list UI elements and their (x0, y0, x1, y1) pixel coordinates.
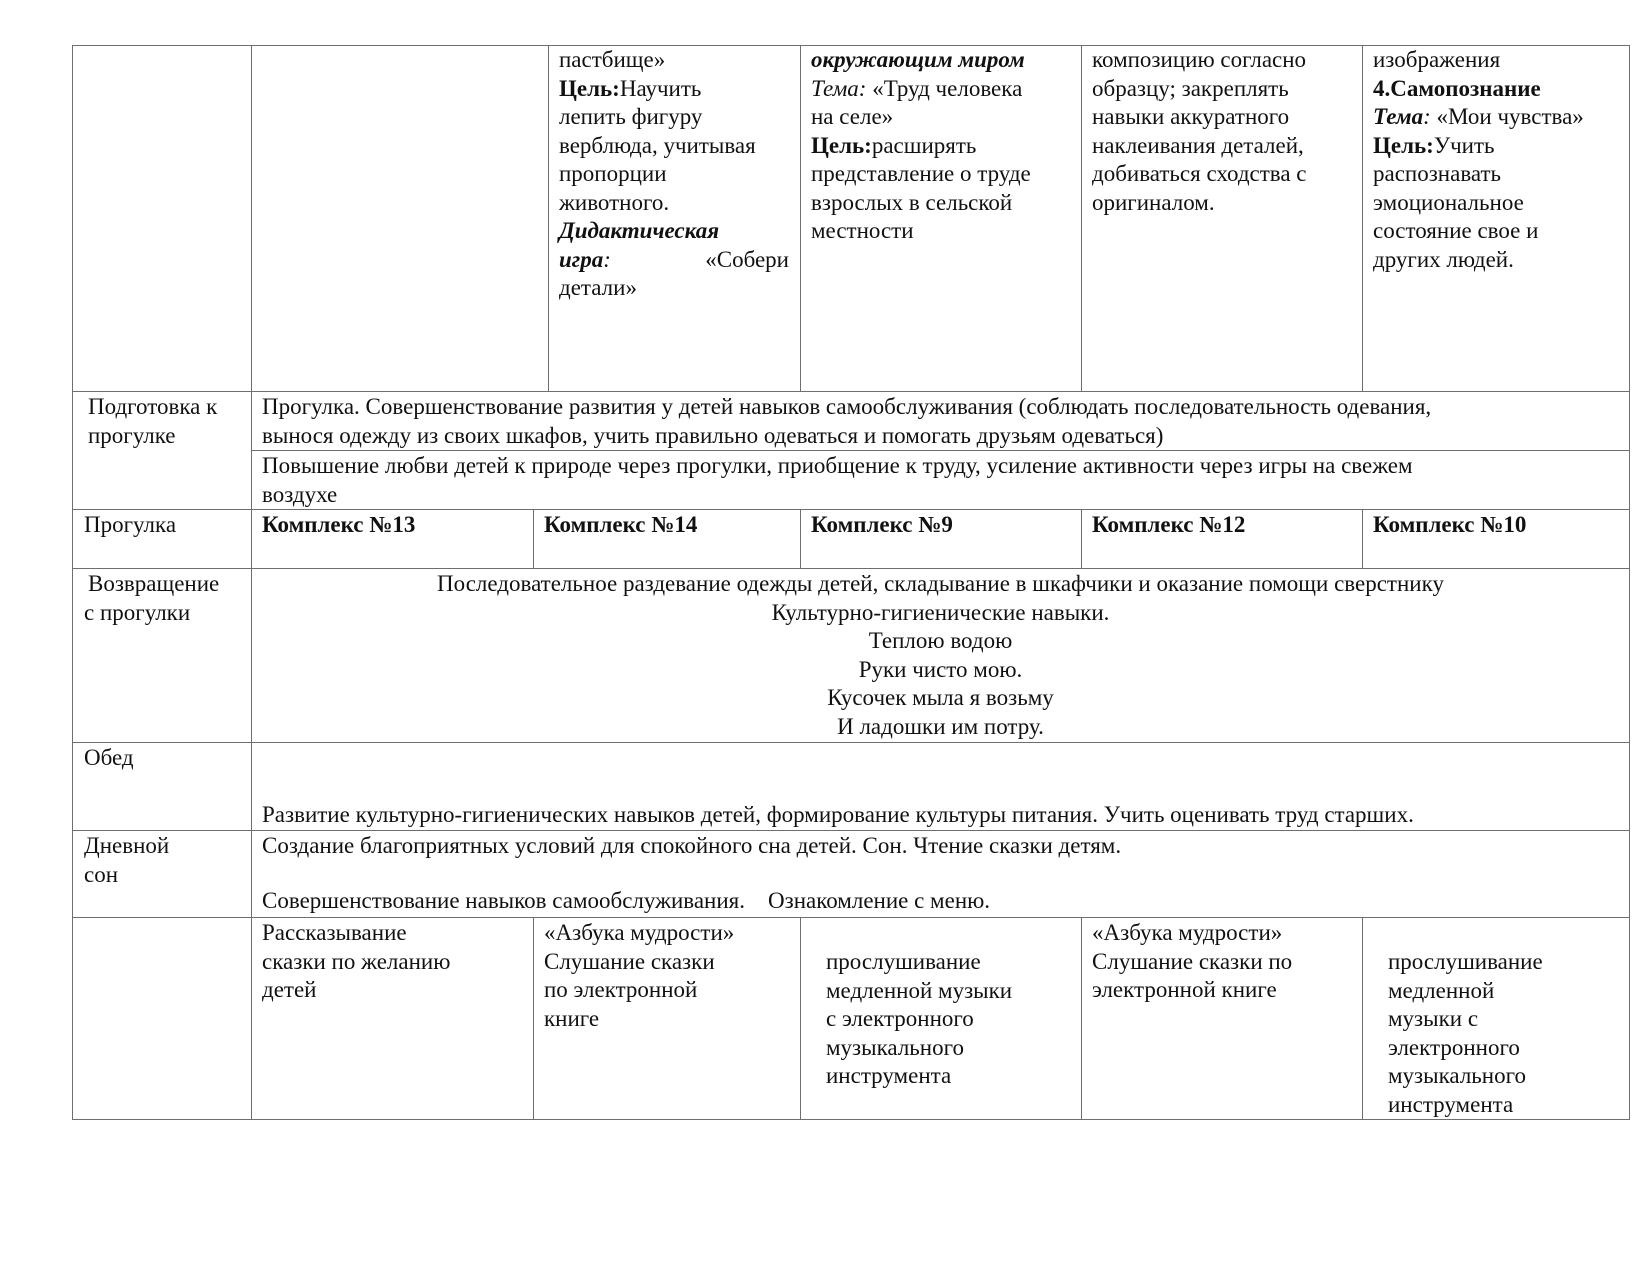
cell-text: детали» (559, 275, 637, 300)
cell-text: состояние свое и (1373, 218, 1539, 243)
cell-text: Повышение любви детей к природе через прогулки, приобщение к труду, усиление активности через игры на свежем (262, 453, 1413, 478)
row-divider (72, 391, 1630, 392)
cell-text: образцу; закреплять (1092, 75, 1289, 101)
cell-heading: 4.Самопознание (1373, 75, 1541, 101)
topic-colon: : (1423, 104, 1431, 129)
table-border-right (1629, 45, 1630, 1120)
cell-text: Слушание сказки по (1092, 948, 1293, 974)
poem-line: Кусочек мыла я возьму (827, 685, 1054, 710)
activity-cell (544, 919, 794, 1033)
cell-text: лепить фигуру (559, 104, 703, 129)
prep-text-cell-2 (262, 452, 1627, 509)
topic-text: «Труд человека (866, 75, 1023, 101)
cell-text: прослушивание (826, 949, 981, 974)
complex-label: Комплекс №14 (544, 512, 698, 537)
row-label: с прогулки (84, 599, 191, 625)
row-divider (72, 509, 1630, 510)
cell-text: Рассказывание (262, 920, 407, 945)
column-divider (1362, 509, 1363, 569)
column-divider (1081, 509, 1082, 569)
activity-cell (826, 948, 1076, 1091)
cell-text: композицию согласно (1092, 47, 1307, 72)
prep-text-cell-1 (262, 393, 1627, 450)
goal-line (1373, 132, 1627, 161)
cell-text: электронного (1388, 1034, 1520, 1060)
cell-text: местности (811, 218, 914, 243)
complex-label: Комплекс №10 (1373, 512, 1527, 537)
cell-text: эмоциональное (1373, 189, 1524, 215)
activity-cell (1092, 919, 1357, 1005)
complex-label: Комплекс №12 (1092, 512, 1246, 537)
poem-line: Руки чисто мою. (858, 656, 1023, 682)
cell-text: с электронного (826, 1006, 974, 1031)
cell-text: Прогулка. Совершенствование развития у детей навыков самообслуживания (соблюдать последовательность одевания, (262, 394, 1432, 419)
table-border-left (72, 45, 73, 1120)
row-label: Прогулка (84, 512, 177, 537)
walk-label-cell (84, 511, 244, 540)
activity-cell (1388, 948, 1626, 1119)
goal-text: расширять (871, 132, 977, 158)
cell-text: Последовательное раздевание одежды детей, складывание в шкафчики и оказание помощи сверстнику (437, 571, 1444, 596)
goal-line (559, 75, 789, 104)
return-label-cell (84, 570, 249, 627)
cell-text: сказки по желанию (262, 948, 451, 974)
row1-col4-cell (811, 46, 1076, 246)
column-divider (800, 45, 801, 392)
complex-label: Комплекс №9 (811, 512, 953, 537)
topic-line (1373, 103, 1627, 132)
game-line (559, 246, 789, 275)
cell-text: на селе» (811, 104, 894, 129)
cell-text: вынося одежду из своих шкафов, учить правильно одеваться и помогать друзьям одеваться) (262, 422, 1164, 448)
cell-heading: окружающим миром (811, 47, 1025, 72)
cell-text: Слушание сказки (544, 948, 715, 974)
row1-col6-cell (1373, 46, 1627, 274)
goal-label: Цель: (1373, 132, 1434, 158)
cell-text: других людей. (1373, 246, 1514, 272)
cell-text: инструмента (1388, 1091, 1514, 1117)
cell-text: распознавать (1373, 161, 1502, 186)
complex-cell (1373, 511, 1627, 540)
goal-label: Цель: (559, 75, 620, 101)
activity-cell (262, 919, 527, 1005)
cell-text: по электронной (544, 977, 698, 1002)
cell-text: животного. (559, 189, 670, 215)
cell-text: «Азбука мудрости» (1092, 920, 1283, 945)
cell-text: Культурно-гигиенические навыки. (771, 599, 1110, 625)
cell-text: медленной музыки (826, 977, 1013, 1003)
row-label: Подготовка к (88, 394, 218, 419)
column-divider (1362, 45, 1363, 392)
poem-line: И ладошки им потру. (837, 713, 1044, 739)
column-divider (533, 509, 534, 569)
cell-text: Создание благоприятных условий для спокойного сна детей. Сон. Чтение сказки детям. (262, 833, 1122, 858)
row1-col5-cell (1092, 46, 1357, 217)
cell-text: добиваться сходства с (1092, 161, 1307, 186)
nap-label-cell (84, 832, 244, 889)
game-text: «Собери (705, 246, 789, 272)
row-label: Возвращение (88, 571, 220, 596)
column-divider (1081, 45, 1082, 392)
row-divider (251, 450, 1630, 451)
complex-label: Комплекс №13 (262, 512, 416, 537)
game-label: Дидактическая (559, 218, 720, 243)
topic-line (811, 75, 1076, 104)
complex-cell (811, 511, 1076, 540)
row-label: Дневной (84, 833, 170, 858)
cell-text: наклеивания деталей, (1092, 132, 1304, 158)
row-label: Обед (84, 745, 134, 770)
row-label: прогулке (88, 422, 176, 448)
cell-text: прослушивание (1388, 949, 1543, 974)
cell-text: изображения (1373, 47, 1501, 72)
cell-text: воздухе (262, 481, 338, 507)
topic-label: Тема: (811, 75, 867, 101)
cell-text: пастбище» (559, 47, 666, 72)
cell-text: музыки с (1388, 1006, 1479, 1031)
cell-text: «Азбука мудрости» (544, 920, 735, 945)
poem-line: Теплою водою (868, 628, 1013, 653)
topic-label: Тема (1373, 104, 1424, 129)
prep-label-cell (88, 393, 248, 450)
cell-text: представление о труде (811, 161, 1031, 186)
cell-text: музыкального (1388, 1063, 1526, 1088)
table-border-bottom (72, 1119, 1630, 1120)
topic-text: «Мои чувства» (1430, 104, 1584, 129)
column-divider (548, 45, 549, 392)
cell-text: Совершенствование навыков самообслуживания. Ознакомление с меню. (262, 887, 991, 913)
row-divider (72, 742, 1630, 743)
complex-cell (262, 511, 527, 540)
goal-line (811, 132, 1076, 161)
row1-col3-cell (559, 46, 789, 303)
column-divider (800, 509, 801, 569)
goal-text: Учить (1433, 132, 1495, 158)
complex-cell (1092, 511, 1357, 540)
complex-cell (544, 511, 794, 540)
cell-text: оригиналом. (1092, 189, 1215, 215)
return-text-cell (252, 570, 1629, 741)
goal-label: Цель: (811, 132, 872, 158)
cell-text: детей (262, 977, 317, 1002)
lunch-label-cell (84, 744, 244, 773)
cell-text: верблюда, учитывая (559, 132, 756, 158)
goal-text: Научить (619, 75, 702, 101)
cell-text: книге (544, 1005, 600, 1031)
cell-text: навыки аккуратного (1092, 104, 1290, 129)
cell-text: медленной (1388, 977, 1495, 1003)
game-label-word: игра: (559, 246, 611, 272)
row-label: сон (84, 861, 119, 887)
row-divider (72, 568, 1630, 569)
nap-text-cell (262, 832, 1627, 861)
cell-text: инструмента (826, 1063, 952, 1088)
cell-text: пропорции (559, 161, 667, 186)
cell-text: музыкального (826, 1034, 964, 1060)
cell-text: Развитие культурно-гигиенических навыков детей, формирование культуры питания. Учить оценивать труд старших. (262, 802, 1414, 827)
cell-text: взрослых в сельской (811, 189, 1013, 215)
cell-text: электронной книге (1092, 977, 1277, 1002)
